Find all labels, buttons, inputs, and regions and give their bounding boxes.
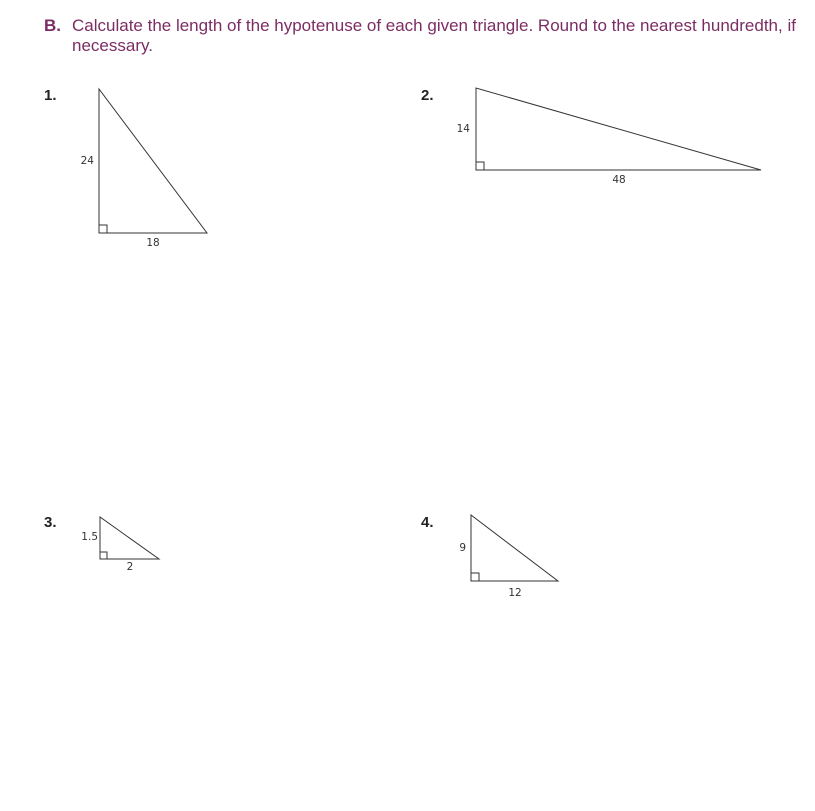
right-angle-mark-3 [100, 552, 107, 559]
triangle-4-shape [471, 515, 558, 581]
triangle-2-horizontal-leg-label: 48 [612, 174, 626, 186]
right-angle-mark-1 [99, 225, 107, 233]
triangle-1-horizontal-leg-label: 18 [146, 237, 160, 249]
problem-number-2: 2. [421, 87, 434, 104]
triangle-1-vertical-leg-label: 24 [80, 155, 94, 167]
problem-number-1: 1. [44, 87, 57, 104]
triangle-2-shape [476, 88, 761, 170]
triangle-3 [81, 517, 159, 573]
triangle-3-vertical-leg-label: 1.5 [81, 531, 98, 543]
triangle-3-shape [100, 517, 159, 559]
triangle-3-horizontal-leg-label: 2 [126, 561, 134, 573]
triangle-2 [457, 88, 761, 186]
right-angle-mark-4 [471, 573, 479, 581]
triangle-4-horizontal-leg-label: 12 [508, 587, 522, 599]
problem-number-4: 4. [421, 514, 434, 531]
triangle-4 [459, 515, 558, 599]
triangle-4-vertical-leg-label: 9 [459, 542, 466, 554]
instructions: Calculate the length of the hypotenuse of each given triangle. Round to the nearest hundredth, if necessary. [72, 16, 796, 55]
problem-number-3: 3. [44, 514, 57, 531]
triangle-1-shape [99, 89, 207, 233]
triangle-2-vertical-leg-label: 14 [456, 123, 470, 135]
right-angle-mark-2 [476, 162, 484, 170]
triangle-1 [81, 89, 207, 249]
section-letter: B. [44, 16, 61, 35]
